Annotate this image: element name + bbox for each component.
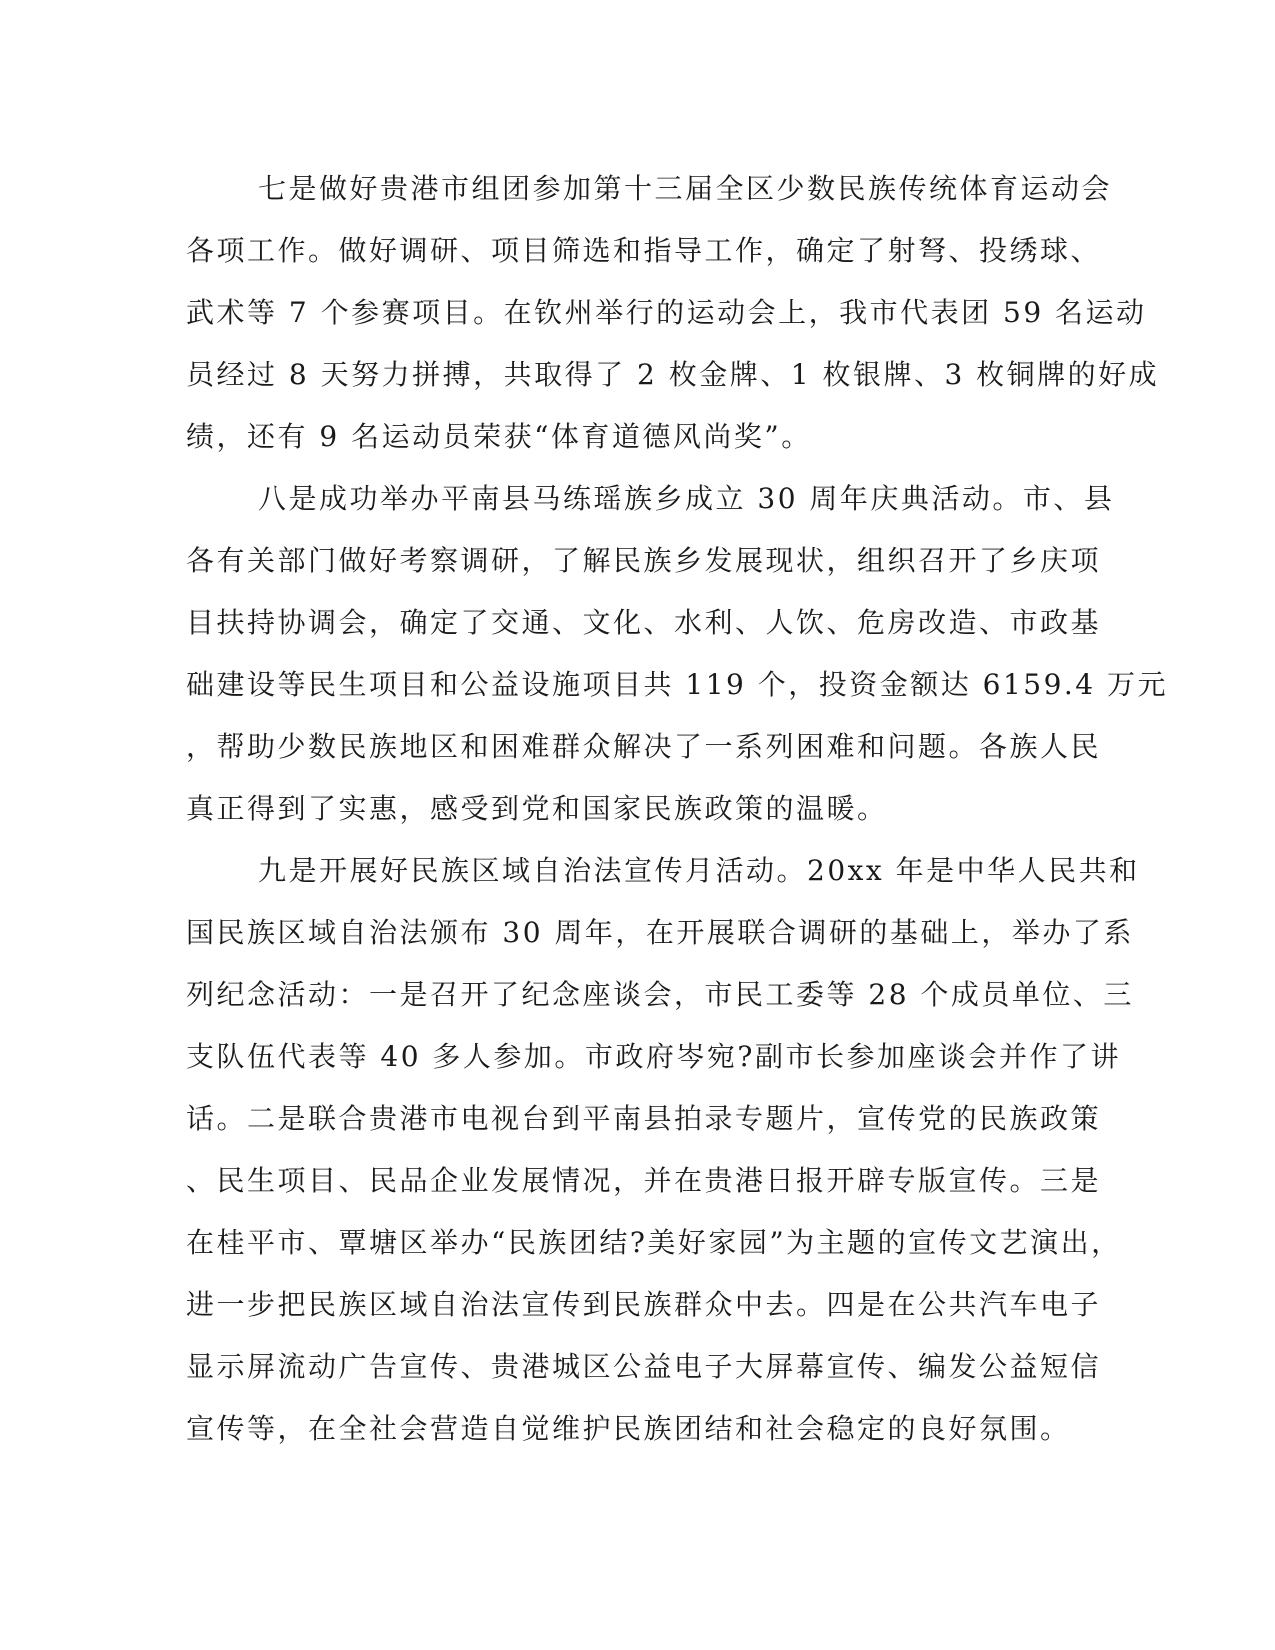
document-body <box>186 158 1169 1460</box>
text-line: 绩，还有 9 名运动员荣获“体育道德风尚奖”。 <box>186 420 812 453</box>
text-line: 支队伍代表等 40 多人参加。市政府岑宛?副市长参加座谈会并作了讲 <box>186 1040 1121 1073</box>
text-line: 七是做好贵港市组团参加第十三届全区少数民族传统体育运动会 <box>258 172 1113 205</box>
text-line: 宣传等，在全社会营造自觉维护民族团结和社会稳定的良好氛围。 <box>186 1412 1071 1445</box>
text-line: 进一步把民族区域自治法宣传到民族群众中去。四是在公共汽车电子 <box>186 1288 1102 1321</box>
paragraph-1 <box>186 158 1160 468</box>
text-line: 八是成功举办平南县马练瑶族乡成立 30 周年庆典活动。市、县 <box>258 482 1115 515</box>
text-line: 九是开展好民族区域自治法宣传月活动。20xx 年是中华人民共和 <box>258 854 1140 887</box>
text-line: 在桂平市、覃塘区举办“民族团结?美好家园”为主题的宣传文艺演出， <box>186 1226 1122 1259</box>
paragraph-2 <box>186 468 1169 840</box>
paragraph-3 <box>186 840 1140 1460</box>
text-line: 、民生项目、民品企业发展情况，并在贵港日报开辟专版宣传。三是 <box>186 1164 1102 1197</box>
text-line: 各项工作。做好调研、项目筛选和指导工作，确定了射弩、投绣球、 <box>186 234 1102 267</box>
text-line: 话。二是联合贵港市电视台到平南县拍录专题片，宣传党的民族政策 <box>186 1102 1102 1135</box>
text-line: 各有关部门做好考察调研，了解民族乡发展现状，组织召开了乡庆项 <box>186 544 1102 577</box>
text-line: 础建设等民生项目和公益设施项目共 119 个，投资金额达 6159.4 万元 <box>186 668 1169 701</box>
text-line: 显示屏流动广告宣传、贵港城区公益电子大屏幕宣传、编发公益短信 <box>186 1350 1102 1383</box>
text-line: ，帮助少数民族地区和困难群众解决了一系列困难和问题。各族人民 <box>186 730 1102 763</box>
text-line: 列纪念活动：一是召开了纪念座谈会，市民工委等 28 个成员单位、三 <box>186 978 1134 1011</box>
text-line: 目扶持协调会，确定了交通、文化、水利、人饮、危房改造、市政基 <box>186 606 1102 639</box>
text-line: 员经过 8 天努力拼搏，共取得了 2 枚金牌、1 枚银牌、3 枚铜牌的好成 <box>186 358 1160 391</box>
text-line: 国民族区域自治法颁布 30 周年，在开展联合调研的基础上，举办了系 <box>186 916 1134 949</box>
text-line: 武术等 7 个参赛项目。在钦州举行的运动会上，我市代表团 59 名运动 <box>186 296 1147 329</box>
text-line: 真正得到了实惠，感受到党和国家民族政策的温暖。 <box>186 792 888 825</box>
